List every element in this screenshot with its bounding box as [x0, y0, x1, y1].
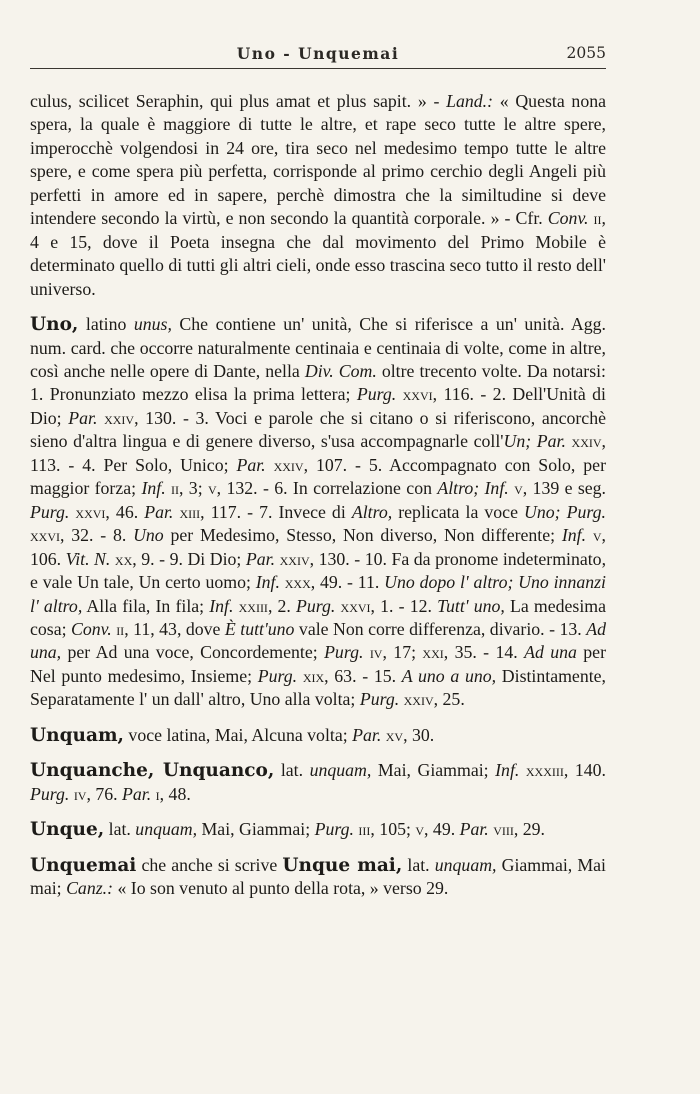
text-run: replicata la voce — [392, 501, 525, 522]
text-run: vale Non corre differenza, divario. - 13. — [294, 618, 587, 639]
text-run: , 63. - 15. — [324, 665, 402, 686]
entry-headword: Unquam, — [30, 724, 124, 746]
text-run: , 1. - 12. — [370, 595, 438, 616]
roman-numeral: xxx — [284, 572, 311, 593]
running-head-title: Uno - Unquemai — [236, 44, 400, 63]
citation-italic: Uno — [133, 525, 164, 546]
roman-numeral: xxiv — [571, 431, 602, 452]
citation-italic: A uno a uno, — [401, 665, 497, 686]
roman-numeral: ii — [116, 618, 125, 639]
entry-unquam — [30, 724, 606, 747]
entry-unquanche — [30, 759, 606, 806]
citation-italic: Tutt' uno, — [437, 595, 505, 616]
page-body — [30, 90, 606, 901]
text-run: culus, scilicet Seraphin, qui plus amat et plus sapit. » - — [30, 91, 447, 111]
entry-headword: Unque, — [30, 819, 105, 841]
citation-italic: Par. — [122, 783, 152, 804]
running-header — [30, 44, 606, 69]
citation-italic: Canz.: — [66, 878, 113, 899]
text-run: Alla fila, In fila; — [82, 595, 210, 616]
entry-headword: Uno, — [30, 314, 79, 336]
citation-italic: Ad una, — [30, 618, 606, 663]
citation-italic: Par. — [352, 724, 382, 745]
citation-italic: Div. Com. — [304, 360, 377, 381]
text-run: , 25. — [433, 689, 465, 710]
roman-numeral: viii — [493, 819, 514, 840]
text-run: per Ad una voce, Concordemente; — [61, 642, 325, 663]
text-run — [266, 455, 274, 475]
citation-italic: Purg. — [356, 384, 397, 405]
citation-italic: Purg. — [30, 501, 70, 522]
roman-numeral: v — [592, 525, 602, 546]
text-run: , 29. — [513, 819, 545, 840]
citation-italic: Purg. — [257, 665, 298, 686]
roman-numeral: v — [415, 819, 425, 840]
roman-numeral: xxvi — [75, 501, 106, 522]
text-run: lat. — [402, 854, 435, 875]
citation-italic: Uno; Purg. — [524, 501, 606, 522]
text-run: La medesima cosa; — [30, 595, 607, 639]
text-run: « Io son venuto al punto della rota, » verso 29. — [113, 878, 449, 899]
roman-numeral: xxvi — [30, 525, 60, 546]
text-run: Mai, Giammai; — [371, 760, 496, 781]
text-run: , 46. — [105, 501, 145, 522]
citation-italic: Inf. — [561, 525, 587, 546]
entry-unque — [30, 818, 606, 841]
entry-uno — [30, 313, 606, 712]
citation-italic: Inf. — [141, 478, 166, 499]
entry-headword: Unquanche, Unquanco, — [30, 760, 275, 782]
text-run: , 48. — [159, 783, 191, 804]
text-run: , 116. - 2. Dell'Unità di Dio; — [30, 384, 606, 428]
citation-italic: Par. — [459, 819, 489, 840]
citation-italic: Land.: — [446, 91, 494, 111]
citation-italic: Par. — [245, 548, 276, 569]
text-run: , 17; — [382, 642, 423, 663]
text-run: , 76. — [86, 783, 123, 804]
text-run: Mai, Giammai; — [197, 819, 315, 840]
roman-numeral: iv — [73, 783, 87, 804]
citation-italic: unquam, — [434, 854, 497, 875]
roman-numeral: xiii — [179, 501, 201, 522]
text-run: che anche si scrive — [136, 854, 283, 875]
citation-italic: Par. — [144, 501, 174, 522]
text-run: , 49. — [424, 819, 460, 840]
text-run: per Medesimo, Stesso, Non diverso, Non differente; — [163, 525, 562, 546]
text-run: , 11, 43, dove — [124, 618, 225, 639]
citation-italic: Purg. — [296, 595, 336, 616]
citation-italic: Altro; Inf. — [437, 478, 509, 499]
roman-numeral: xxiv — [279, 548, 310, 569]
text-run: Che contiene un' unità, Che si riferisce a un' unità. Agg. num. card. che occorre naturalmente centinaia e centinaia di volte, come in altre, così anche nelle opere di Dante, nella — [30, 314, 606, 381]
citation-italic: Purg. — [30, 783, 70, 804]
roman-numeral: ii — [171, 478, 179, 499]
citation-italic: unquam, — [135, 819, 198, 840]
roman-numeral: xx — [114, 548, 133, 569]
citation-italic: Vit. N. — [65, 548, 111, 569]
dictionary-page — [30, 44, 606, 901]
text-run: , 130. - 10. Fa da pronome indeterminato, e vale Un tale, Un certo uomo; — [30, 548, 607, 593]
citation-italic: Un; Par. — [503, 431, 566, 452]
text-run: , 106. — [30, 525, 606, 569]
citation-italic: Conv. — [547, 208, 589, 229]
text-run: , 139 e seg. — [522, 478, 606, 499]
citation-italic: Inf. — [255, 572, 280, 593]
citation-italic: unquam, — [309, 760, 372, 781]
citation-italic: È tutt'uno — [224, 618, 295, 639]
text-run: voce latina, Mai, Alcuna volta; — [123, 724, 353, 745]
citation-italic: Conv. — [71, 618, 112, 639]
text-run: , 130. - 3. Voci e parole che si citano o si riferiscono, ancorchè sieno d'altra lingua e di genere diverso, s'usa accompagnarle coll' — [30, 407, 606, 452]
continued-paragraph — [30, 90, 606, 301]
entry-headword: Unquemai — [30, 854, 137, 876]
text-run: , 117. - 7. Invece di — [200, 501, 352, 522]
roman-numeral: i — [155, 783, 160, 804]
text-run: , 132. - 6. In correlazione con — [216, 478, 438, 499]
roman-numeral: xxiv — [104, 407, 135, 428]
text-run: per Nel punto medesimo, Insieme; — [30, 642, 606, 686]
roman-numeral: xv — [385, 724, 404, 745]
citation-italic: Par. — [68, 407, 98, 428]
text-run: , 3; — [179, 478, 208, 499]
entry-unquemai — [30, 854, 606, 901]
text-run: , 35. - 14. — [443, 642, 525, 663]
text-run: , 105; — [370, 819, 416, 840]
roman-numeral: xix — [302, 665, 325, 686]
roman-numeral: xxiv — [273, 454, 304, 475]
text-run: , 140. — [563, 760, 606, 781]
text-run: , 30. — [403, 724, 435, 745]
roman-numeral: xxiii — [238, 595, 268, 616]
text-run: oltre trecento volte. Da notarsi: 1. Pronunziato mezzo elisa la prima lettera; — [30, 360, 607, 405]
roman-numeral: ii — [593, 208, 602, 229]
citation-italic: Inf. — [209, 595, 234, 616]
text-run: latino — [78, 314, 134, 335]
citation-italic: Ad una — [524, 642, 577, 663]
roman-numeral: xxxiii — [525, 760, 564, 781]
roman-numeral: iv — [369, 642, 383, 663]
citation-italic: Altro, — [351, 501, 393, 522]
citation-italic: Uno dopo l' altro; Uno innanzi l' altro, — [30, 572, 606, 616]
citation-italic: Purg. — [314, 819, 354, 840]
citation-italic: Purg. — [359, 689, 400, 710]
citation-italic: Inf. — [495, 760, 520, 781]
roman-numeral: iii — [358, 819, 371, 840]
entry-headword: Unque mai, — [282, 854, 403, 876]
roman-numeral: xxvi — [340, 595, 371, 616]
text-run: , 107. - 5. Accompagnato con Solo, per maggior forza; — [30, 454, 606, 499]
text-run: lat. — [274, 760, 310, 781]
text-run: , 2. — [267, 595, 297, 616]
citation-italic: unus, — [133, 314, 172, 335]
text-run: , 9. - 9. Di Dio; — [132, 548, 246, 569]
text-run: , 49. - 11. — [310, 572, 385, 593]
text-run: lat. — [104, 819, 136, 840]
roman-numeral: v — [514, 478, 523, 499]
citation-italic: Purg. — [324, 642, 364, 663]
citation-italic: Par. — [236, 454, 266, 475]
text-run: , 32. - 8. — [60, 525, 134, 546]
text-run: , 113. - 4. Per Solo, Unico; — [30, 431, 606, 475]
roman-numeral: xxiv — [403, 689, 434, 710]
text-run: Distintamente, Separatamente l' un dall' altro, Uno alla volta; — [30, 665, 606, 710]
page-number: 2055 — [566, 44, 606, 62]
text-run: , 4 e 15, dove il Poeta insegna che dal movimento del Primo Mobile è determinato quello di tutti gli altri cieli, onde esso trascina seco tutto il resto dell' universo. — [30, 208, 606, 299]
text-run — [586, 525, 593, 545]
roman-numeral: xxi — [422, 642, 444, 663]
text-run: Giammai, Mai mai; — [30, 854, 606, 899]
text-run: « Questa nona spera, la quale è maggiore di tutte le altre, et rape seco tutte le altre spere, imperocchè volgendosi in 24 ore, tira seco nel medesimo tempo tutte le altre spere, e come spera più perfetta, corrisponde al primo cerchio degli Angeli più perfetti in amore ed in sapere, perchè dimostra che la similtudine si deve intendere secondo la virtù, e non secondo la quantità corporale. » - Cfr. — [30, 91, 606, 229]
roman-numeral: v — [208, 478, 217, 499]
roman-numeral: xxvi — [402, 384, 433, 405]
